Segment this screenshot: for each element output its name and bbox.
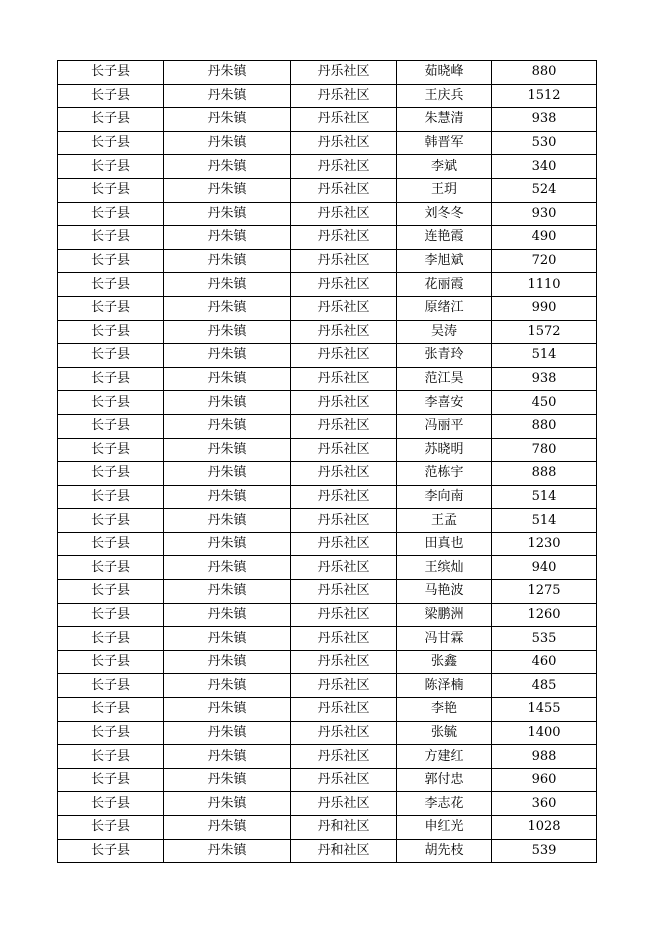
amount-cell: 888 xyxy=(492,462,597,486)
name-cell: 冯甘霖 xyxy=(397,627,492,651)
name-cell: 冯丽平 xyxy=(397,414,492,438)
amount-cell: 514 xyxy=(492,485,597,509)
county-cell: 长子县 xyxy=(58,627,164,651)
community-cell: 丹乐社区 xyxy=(291,485,397,509)
table-row xyxy=(58,178,597,202)
county-cell: 长子县 xyxy=(58,485,164,509)
table-row xyxy=(58,816,597,840)
community-cell: 丹乐社区 xyxy=(291,603,397,627)
town-cell: 丹朱镇 xyxy=(164,84,291,108)
community-cell: 丹乐社区 xyxy=(291,721,397,745)
amount-cell: 720 xyxy=(492,249,597,273)
county-cell: 长子县 xyxy=(58,816,164,840)
county-cell: 长子县 xyxy=(58,131,164,155)
name-cell: 李志花 xyxy=(397,792,492,816)
community-cell: 丹乐社区 xyxy=(291,792,397,816)
community-cell: 丹乐社区 xyxy=(291,202,397,226)
town-cell: 丹朱镇 xyxy=(164,226,291,250)
community-cell: 丹乐社区 xyxy=(291,296,397,320)
county-cell: 长子县 xyxy=(58,580,164,604)
county-cell: 长子县 xyxy=(58,414,164,438)
table-row xyxy=(58,273,597,297)
town-cell: 丹朱镇 xyxy=(164,414,291,438)
county-cell: 长子县 xyxy=(58,391,164,415)
county-cell: 长子县 xyxy=(58,249,164,273)
amount-cell: 1512 xyxy=(492,84,597,108)
name-cell: 田真也 xyxy=(397,532,492,556)
table-row xyxy=(58,391,597,415)
amount-cell: 938 xyxy=(492,367,597,391)
community-cell: 丹乐社区 xyxy=(291,745,397,769)
amount-cell: 490 xyxy=(492,226,597,250)
table-row xyxy=(58,485,597,509)
county-cell: 长子县 xyxy=(58,603,164,627)
name-cell: 胡先枝 xyxy=(397,839,492,863)
name-cell: 茹晓峰 xyxy=(397,61,492,85)
town-cell: 丹朱镇 xyxy=(164,721,291,745)
town-cell: 丹朱镇 xyxy=(164,462,291,486)
name-cell: 吴涛 xyxy=(397,320,492,344)
name-cell: 李斌 xyxy=(397,155,492,179)
town-cell: 丹朱镇 xyxy=(164,320,291,344)
table-row xyxy=(58,580,597,604)
amount-cell: 514 xyxy=(492,344,597,368)
amount-cell: 780 xyxy=(492,438,597,462)
amount-cell: 340 xyxy=(492,155,597,179)
county-cell: 长子县 xyxy=(58,792,164,816)
community-cell: 丹乐社区 xyxy=(291,391,397,415)
table-row xyxy=(58,650,597,674)
amount-cell: 460 xyxy=(492,650,597,674)
table-row xyxy=(58,155,597,179)
amount-cell: 1572 xyxy=(492,320,597,344)
community-cell: 丹乐社区 xyxy=(291,226,397,250)
name-cell: 花丽霞 xyxy=(397,273,492,297)
town-cell: 丹朱镇 xyxy=(164,792,291,816)
amount-cell: 1028 xyxy=(492,816,597,840)
county-cell: 长子县 xyxy=(58,462,164,486)
town-cell: 丹朱镇 xyxy=(164,273,291,297)
county-cell: 长子县 xyxy=(58,226,164,250)
community-cell: 丹乐社区 xyxy=(291,249,397,273)
community-cell: 丹乐社区 xyxy=(291,84,397,108)
name-cell: 张鑫 xyxy=(397,650,492,674)
table-row xyxy=(58,202,597,226)
town-cell: 丹朱镇 xyxy=(164,768,291,792)
amount-cell: 1110 xyxy=(492,273,597,297)
town-cell: 丹朱镇 xyxy=(164,178,291,202)
amount-cell: 539 xyxy=(492,839,597,863)
town-cell: 丹朱镇 xyxy=(164,61,291,85)
county-cell: 长子县 xyxy=(58,155,164,179)
amount-cell: 1230 xyxy=(492,532,597,556)
amount-cell: 514 xyxy=(492,509,597,533)
table-row xyxy=(58,603,597,627)
community-cell: 丹乐社区 xyxy=(291,178,397,202)
name-cell: 王庆兵 xyxy=(397,84,492,108)
town-cell: 丹朱镇 xyxy=(164,603,291,627)
community-cell: 丹乐社区 xyxy=(291,367,397,391)
name-cell: 刘冬冬 xyxy=(397,202,492,226)
name-cell: 苏晓明 xyxy=(397,438,492,462)
community-cell: 丹乐社区 xyxy=(291,131,397,155)
community-cell: 丹乐社区 xyxy=(291,698,397,722)
town-cell: 丹朱镇 xyxy=(164,391,291,415)
county-cell: 长子县 xyxy=(58,367,164,391)
community-cell: 丹乐社区 xyxy=(291,61,397,85)
community-cell: 丹乐社区 xyxy=(291,674,397,698)
name-cell: 方建红 xyxy=(397,745,492,769)
table-row xyxy=(58,532,597,556)
county-cell: 长子县 xyxy=(58,698,164,722)
community-cell: 丹乐社区 xyxy=(291,273,397,297)
name-cell: 申红光 xyxy=(397,816,492,840)
table-row xyxy=(58,226,597,250)
amount-cell: 360 xyxy=(492,792,597,816)
town-cell: 丹朱镇 xyxy=(164,839,291,863)
table-row xyxy=(58,721,597,745)
town-cell: 丹朱镇 xyxy=(164,650,291,674)
community-cell: 丹乐社区 xyxy=(291,108,397,132)
community-cell: 丹乐社区 xyxy=(291,580,397,604)
name-cell: 李旭斌 xyxy=(397,249,492,273)
name-cell: 王缤灿 xyxy=(397,556,492,580)
town-cell: 丹朱镇 xyxy=(164,698,291,722)
amount-cell: 450 xyxy=(492,391,597,415)
table-row xyxy=(58,320,597,344)
data-table xyxy=(57,60,597,863)
community-cell: 丹乐社区 xyxy=(291,627,397,651)
table-row xyxy=(58,414,597,438)
county-cell: 长子县 xyxy=(58,202,164,226)
name-cell: 原绪江 xyxy=(397,296,492,320)
table-row xyxy=(58,792,597,816)
amount-cell: 524 xyxy=(492,178,597,202)
name-cell: 张毓 xyxy=(397,721,492,745)
town-cell: 丹朱镇 xyxy=(164,532,291,556)
community-cell: 丹乐社区 xyxy=(291,438,397,462)
town-cell: 丹朱镇 xyxy=(164,674,291,698)
name-cell: 李喜安 xyxy=(397,391,492,415)
table-row xyxy=(58,84,597,108)
town-cell: 丹朱镇 xyxy=(164,509,291,533)
county-cell: 长子县 xyxy=(58,509,164,533)
town-cell: 丹朱镇 xyxy=(164,131,291,155)
name-cell: 王玥 xyxy=(397,178,492,202)
amount-cell: 930 xyxy=(492,202,597,226)
county-cell: 长子县 xyxy=(58,344,164,368)
amount-cell: 988 xyxy=(492,745,597,769)
town-cell: 丹朱镇 xyxy=(164,249,291,273)
county-cell: 长子县 xyxy=(58,532,164,556)
amount-cell: 990 xyxy=(492,296,597,320)
county-cell: 长子县 xyxy=(58,178,164,202)
name-cell: 范江昊 xyxy=(397,367,492,391)
amount-cell: 530 xyxy=(492,131,597,155)
name-cell: 李艳 xyxy=(397,698,492,722)
county-cell: 长子县 xyxy=(58,674,164,698)
amount-cell: 535 xyxy=(492,627,597,651)
county-cell: 长子县 xyxy=(58,61,164,85)
name-cell: 连艳霞 xyxy=(397,226,492,250)
amount-cell: 1455 xyxy=(492,698,597,722)
community-cell: 丹乐社区 xyxy=(291,344,397,368)
name-cell: 马艳波 xyxy=(397,580,492,604)
town-cell: 丹朱镇 xyxy=(164,485,291,509)
community-cell: 丹乐社区 xyxy=(291,320,397,344)
town-cell: 丹朱镇 xyxy=(164,367,291,391)
table-row xyxy=(58,249,597,273)
name-cell: 郭付忠 xyxy=(397,768,492,792)
amount-cell: 1400 xyxy=(492,721,597,745)
town-cell: 丹朱镇 xyxy=(164,202,291,226)
table-row xyxy=(58,462,597,486)
amount-cell: 960 xyxy=(492,768,597,792)
amount-cell: 1260 xyxy=(492,603,597,627)
table-row xyxy=(58,627,597,651)
county-cell: 长子县 xyxy=(58,745,164,769)
table-row xyxy=(58,509,597,533)
table-row xyxy=(58,131,597,155)
table-row xyxy=(58,698,597,722)
community-cell: 丹乐社区 xyxy=(291,532,397,556)
table-row xyxy=(58,367,597,391)
county-cell: 长子县 xyxy=(58,556,164,580)
community-cell: 丹乐社区 xyxy=(291,414,397,438)
name-cell: 韩晋军 xyxy=(397,131,492,155)
table-body xyxy=(58,61,597,863)
table-row xyxy=(58,344,597,368)
table-row xyxy=(58,438,597,462)
amount-cell: 485 xyxy=(492,674,597,698)
county-cell: 长子县 xyxy=(58,108,164,132)
county-cell: 长子县 xyxy=(58,438,164,462)
community-cell: 丹乐社区 xyxy=(291,768,397,792)
town-cell: 丹朱镇 xyxy=(164,745,291,769)
table-row xyxy=(58,61,597,85)
town-cell: 丹朱镇 xyxy=(164,344,291,368)
community-cell: 丹乐社区 xyxy=(291,462,397,486)
town-cell: 丹朱镇 xyxy=(164,627,291,651)
county-cell: 长子县 xyxy=(58,721,164,745)
county-cell: 长子县 xyxy=(58,84,164,108)
town-cell: 丹朱镇 xyxy=(164,556,291,580)
table-row xyxy=(58,839,597,863)
amount-cell: 940 xyxy=(492,556,597,580)
name-cell: 朱慧清 xyxy=(397,108,492,132)
community-cell: 丹乐社区 xyxy=(291,155,397,179)
county-cell: 长子县 xyxy=(58,768,164,792)
amount-cell: 938 xyxy=(492,108,597,132)
town-cell: 丹朱镇 xyxy=(164,816,291,840)
amount-cell: 880 xyxy=(492,61,597,85)
county-cell: 长子县 xyxy=(58,839,164,863)
community-cell: 丹乐社区 xyxy=(291,556,397,580)
table-row xyxy=(58,768,597,792)
town-cell: 丹朱镇 xyxy=(164,155,291,179)
community-cell: 丹和社区 xyxy=(291,839,397,863)
county-cell: 长子县 xyxy=(58,296,164,320)
town-cell: 丹朱镇 xyxy=(164,296,291,320)
amount-cell: 880 xyxy=(492,414,597,438)
town-cell: 丹朱镇 xyxy=(164,438,291,462)
community-cell: 丹乐社区 xyxy=(291,509,397,533)
town-cell: 丹朱镇 xyxy=(164,108,291,132)
name-cell: 陈泽楠 xyxy=(397,674,492,698)
amount-cell: 1275 xyxy=(492,580,597,604)
county-cell: 长子县 xyxy=(58,650,164,674)
county-cell: 长子县 xyxy=(58,273,164,297)
table-row xyxy=(58,108,597,132)
community-cell: 丹和社区 xyxy=(291,816,397,840)
name-cell: 张青玲 xyxy=(397,344,492,368)
name-cell: 梁鹏洲 xyxy=(397,603,492,627)
name-cell: 范栋宇 xyxy=(397,462,492,486)
table-row xyxy=(58,745,597,769)
table-row xyxy=(58,674,597,698)
town-cell: 丹朱镇 xyxy=(164,580,291,604)
name-cell: 王孟 xyxy=(397,509,492,533)
name-cell: 李向南 xyxy=(397,485,492,509)
table-row xyxy=(58,556,597,580)
community-cell: 丹乐社区 xyxy=(291,650,397,674)
table-row xyxy=(58,296,597,320)
county-cell: 长子县 xyxy=(58,320,164,344)
